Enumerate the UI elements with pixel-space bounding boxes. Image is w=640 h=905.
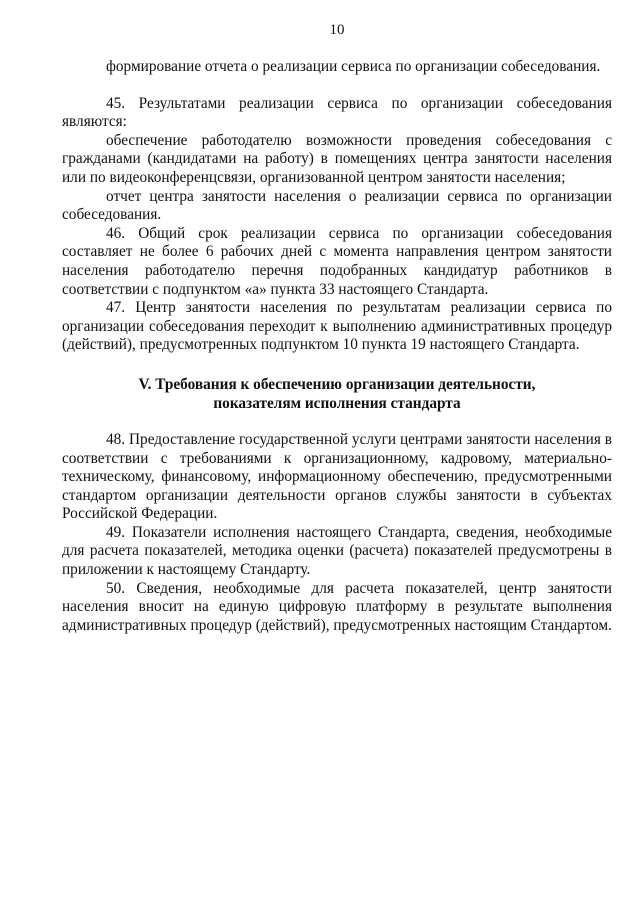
paragraph-46: 46. Общий срок реализации сервиса по организации собеседования составляет не более 6 рабочих дней с момента направления центром занятости населения работодателю перечня подобранных кандидатур работников в соответствии с подпунктом «а» пункта 33 настоящего Стандарта.	[62, 224, 612, 298]
section-heading	[62, 375, 612, 413]
paragraph-45-item-2: отчет центра занятости населения о реализации сервиса по организации собеседования.	[62, 187, 612, 224]
paragraph-report-formation: формирование отчета о реализации сервиса по организации собеседования.	[106, 58, 601, 75]
page-number: 10	[329, 22, 345, 38]
paragraph-45: 45. Результатами реализации сервиса по организации собеседования являются:	[62, 94, 612, 131]
paragraph-50: 50. Сведения, необходимые для расчета показателей, центр занятости населения вносит на единую цифровую платформу в результате выполнения административных процедур (действий), предусмотренных настоящим Стандартом.	[62, 579, 612, 634]
section-heading-line-2: показателям исполнения стандарта	[213, 394, 461, 412]
paragraph-47: 47. Центр занятости населения по результатам реализации сервиса по организации собеседования переходит к выполнению административных процедур (действий), предусмотренных подпунктом 10 пункта 19 настоящего Стандарта.	[62, 299, 612, 354]
document-page	[62, 20, 612, 635]
section-heading-line-1: V. Требования к обеспечению организации деятельности,	[138, 375, 536, 393]
paragraph-49: 49. Показатели исполнения настоящего Стандарта, сведения, необходимые для расчета показателей, методика оценки (расчета) показателей предусмотрены в приложении к настоящему Стандарту.	[62, 523, 612, 579]
paragraph-48: 48. Предоставление государственной услуги центрами занятости населения в соответствии с требованиями к организационному, кадровому, материально-техническому, финансовому, информационному обеспечению, предусмотренными стандартом организации деятельности органов службы занятости в субъектах Российской Федерации.	[62, 430, 612, 523]
paragraph-45-item-1: обеспечение работодателю возможности проведения собеседования с гражданами (кандидатами на работу) в помещениях центра занятости населения или по видеоконференцсвязи, организованной центром занятости населения;	[62, 131, 612, 186]
